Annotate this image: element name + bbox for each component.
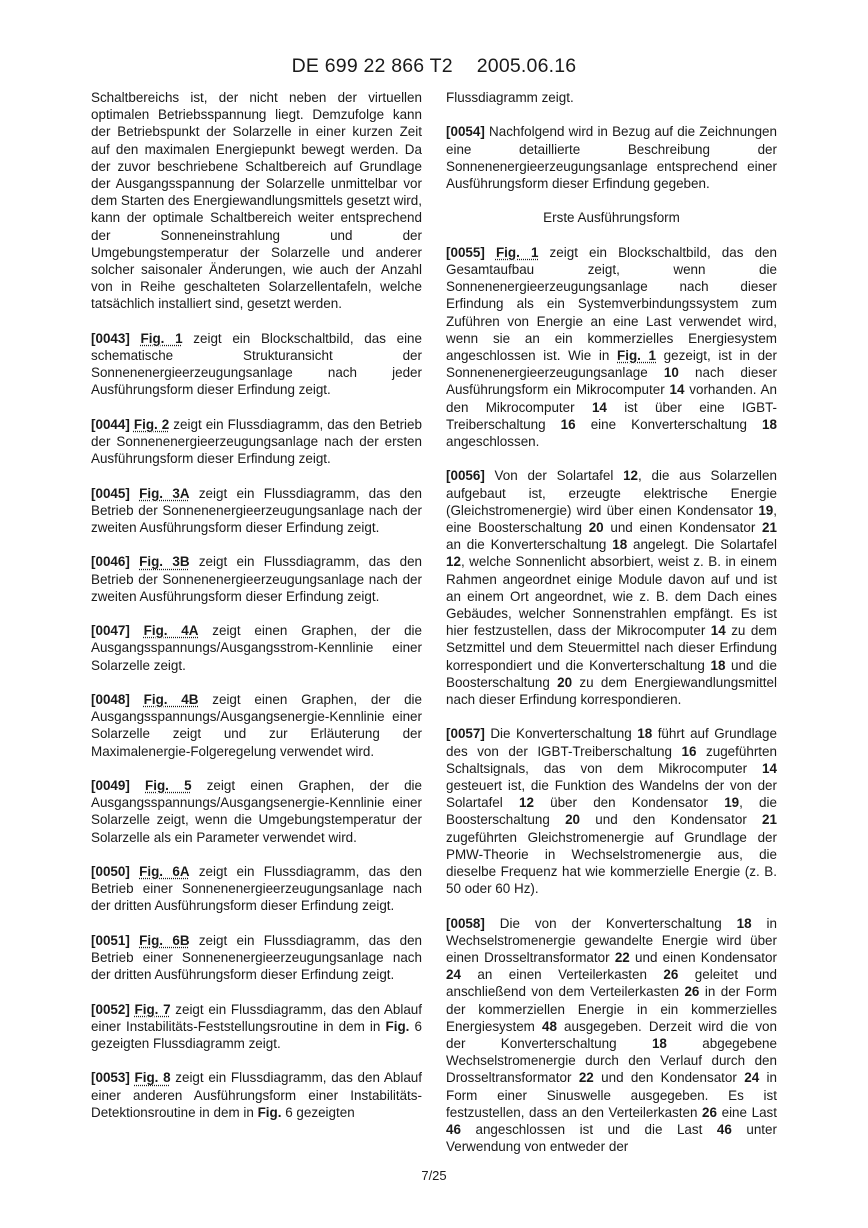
text-run: 6 gezeigten bbox=[281, 1104, 355, 1120]
text-run: , eine Boosterschaltung bbox=[446, 502, 777, 536]
text-run: ist über eine IGBT-Treiberschaltung bbox=[446, 399, 778, 432]
paragraph bbox=[91, 485, 422, 537]
text-run: , die aus Solarzellen aufgebaut ist, erzeugte elektrische Energie (Gleichstromenergie) wird über einen Kondensator bbox=[446, 468, 777, 518]
text-run: abgegebene Wechselstromenergie durch den Verlauf durch den Drosseltransformator bbox=[446, 1036, 778, 1086]
document-number: DE 699 22 866 T2 bbox=[291, 55, 453, 77]
figure-link[interactable]: Fig. 3B bbox=[139, 554, 190, 570]
figure-link[interactable]: Fig. 2 bbox=[133, 416, 170, 432]
text-run: und den Kondensator bbox=[580, 812, 763, 828]
text-run: Von der Solartafel bbox=[484, 468, 624, 484]
text-run: zeigt ein Flussdiagramm, das den Betrieb einer Sonnenenergieerzeugungsanlage nach der dritten Ausführungsform dieser Erfindung zeigt. bbox=[91, 864, 423, 914]
text-run: führt auf Grundlage des von der IGBT-Treiberschaltung bbox=[446, 726, 777, 759]
text-run bbox=[130, 554, 139, 569]
text-run: in Wechselstromenergie gewandelte Energie wird über einen Drosseltransformator bbox=[446, 915, 777, 966]
text-run: , die Boosterschaltung bbox=[446, 795, 777, 828]
paragraph bbox=[446, 244, 777, 450]
paragraph bbox=[91, 622, 422, 674]
text-run: zeigt ein Flussdiagramm, das den Betrieb der Sonnenenergieerzeugungsanlage nach der zweiten Ausführungsform dieser Erfindung zeigt. bbox=[91, 485, 423, 536]
bold-reference: 20 bbox=[588, 520, 604, 536]
figure-link[interactable]: Fig. 4B bbox=[143, 692, 199, 708]
text-run: zeigt einen Graphen, der die Ausgangsspannungs/Ausgangsenergie-Kennlinie einer Solarzelle zeigt und zur Erläuterung der Maximalenergie-Folgeregelung verwendet wird. bbox=[91, 692, 423, 759]
bold-reference: [0056] bbox=[446, 468, 485, 484]
paragraph bbox=[91, 89, 422, 313]
bold-reference: 18 bbox=[736, 915, 752, 931]
bold-reference: 18 bbox=[762, 416, 777, 432]
figure-link[interactable]: Fig. 7 bbox=[134, 1001, 171, 1017]
text-run: 6 gezeigten Flussdiagramm zeigt. bbox=[91, 1018, 422, 1052]
figure-link[interactable]: Fig. 6B bbox=[139, 932, 190, 948]
text-run: an einen Verteilerkasten bbox=[460, 967, 664, 983]
bold-reference: 26 bbox=[663, 967, 679, 983]
bold-reference: 18 bbox=[651, 1036, 667, 1052]
bold-reference: 14 bbox=[591, 399, 607, 415]
bold-reference: 22 bbox=[578, 1070, 594, 1086]
text-run: an die Konverterschaltung bbox=[446, 537, 613, 553]
text-run: , welche Sonnenlicht absorbiert, weist z. B. in einem Rahmen angeordnet einige Module davon auf und ist an einem Ort angeordnet, wie z. B. dem Dach eines Gebäudes, welcher Sonnenstrahlen empfängt. Es ist hier festzustellen, dass der Mikrocomputer bbox=[446, 554, 777, 639]
left-text-column bbox=[91, 89, 422, 1138]
paragraph bbox=[91, 1001, 422, 1053]
figure-link[interactable]: Fig. 4A bbox=[143, 623, 199, 639]
bold-reference: [0046] bbox=[91, 554, 130, 570]
bold-reference: 14 bbox=[669, 382, 685, 398]
text-run: zeigt einen Graphen, der die Ausgangsspannungs/Ausgangsenergie-Kennlinie einer Solarzelle zeigt, wenn die Umgebungstemperatur der Solarzelle als ein Parameter verwendet wird. bbox=[91, 778, 423, 845]
figure-link[interactable]: Fig. 1 bbox=[140, 330, 183, 346]
bold-reference: [0048] bbox=[91, 692, 130, 708]
text-run: eine Last bbox=[717, 1104, 777, 1120]
text-run: Schaltbereichs ist, der nicht neben der virtuellen optimalen Betriebsspannung liegt. Demzufolge kann der Betriebspunkt der Solarzelle in einer kurzen Zeit auf den maximalen Energiepunkt bewegt werden. Da der zuvor beschriebene Schaltbereich auf Grundlage der Ausgangsspannung der Solarzelle unmittelbar vor dem Starten des Energiewandlungsmittels gesetzt wird, kann der optimale Schaltbereich weiter entsprechend der Sonneneinstrahlung und der Umgebungstemperatur der Solarzelle und anderer solcher saisonaler Änderungen, wie auch der Anzahl von in Reihe geschalteten Solarzellentafeln, welche tatsächlich installiert sind, gesetzt werden. bbox=[91, 90, 422, 312]
paragraph bbox=[91, 932, 422, 984]
bold-reference: 46 bbox=[716, 1122, 732, 1138]
figure-link[interactable]: Fig. 5 bbox=[145, 778, 192, 794]
bold-reference: 12 bbox=[446, 554, 461, 570]
text-run: angeschlossen. bbox=[446, 434, 540, 450]
bold-reference: [0045] bbox=[91, 485, 130, 501]
text-run bbox=[130, 331, 141, 346]
text-run: eine Konverterschaltung bbox=[575, 416, 763, 432]
paragraph bbox=[91, 416, 422, 468]
bold-reference: 24 bbox=[744, 1070, 760, 1086]
text-run: zugeführten Gleichstromenergie auf Grundlage der PMW-Theorie in Wechselstromenergie aus, die dieselbe Frequenz hat wie kommerzielle Energie (z. B. 50 oder 60 Hz). bbox=[446, 829, 777, 897]
bold-reference: [0052] bbox=[91, 1001, 130, 1017]
bold-reference: 26 bbox=[702, 1104, 717, 1120]
paragraph bbox=[91, 330, 422, 399]
paragraph bbox=[446, 725, 777, 897]
bold-reference: [0057] bbox=[446, 726, 485, 742]
text-run: ausgegeben. Derzeit wird die von der Konverterschaltung bbox=[446, 1018, 777, 1052]
bold-reference: 19 bbox=[724, 795, 740, 811]
text-run: Nachfolgend wird in Bezug auf die Zeichnungen eine detaillierte Beschreibung der Sonnenenergieerzeugungsanlage entsprechend einer Ausführungsform dieser Erfindung gegeben. bbox=[446, 124, 777, 191]
text-run: zeigt ein Flussdiagramm, das den Betrieb der Sonnenenergieerzeugungsanlage nach der zweiten Ausführungsform dieser Erfindung zeigt. bbox=[91, 554, 423, 604]
text-run: angeschlossen ist und die Last bbox=[460, 1122, 717, 1138]
text-run bbox=[130, 778, 145, 793]
figure-link[interactable]: Fig. 1 bbox=[617, 348, 657, 363]
text-run bbox=[485, 245, 496, 260]
publication-date: 2005.06.16 bbox=[476, 55, 577, 77]
text-run: geleitet und anschließend von dem Verteilerkasten bbox=[446, 967, 777, 1000]
bold-reference: 48 bbox=[541, 1018, 557, 1034]
text-run: Die Konverterschaltung bbox=[484, 726, 638, 742]
bold-reference: Fig. bbox=[385, 1018, 410, 1034]
bold-reference: 20 bbox=[557, 674, 573, 690]
bold-reference: 18 bbox=[612, 537, 628, 553]
text-run: unter Verwendung von entweder der bbox=[446, 1122, 777, 1155]
text-run: in der Form der kommerziellen Energie in ein kommerzielles Energiesystem bbox=[446, 984, 777, 1034]
text-run bbox=[130, 623, 144, 638]
text-run: und den Kondensator bbox=[593, 1070, 745, 1086]
bold-reference: 10 bbox=[663, 365, 679, 381]
figure-link[interactable]: Fig. 8 bbox=[134, 1070, 171, 1086]
text-run: angelegt. Die Solartafel bbox=[627, 537, 777, 553]
figure-link[interactable]: Fig. 1 bbox=[495, 244, 539, 260]
bold-reference: [0044] bbox=[91, 416, 130, 432]
text-run: zeigt ein Blockschaltbild, das eine schematische Strukturansicht der Sonnenenergieerzeugungsanlage nach jeder Ausführungsform dieser Erfindung zeigt. bbox=[91, 330, 422, 398]
bold-reference: [0058] bbox=[446, 915, 485, 931]
paragraph bbox=[91, 777, 422, 846]
text-run: zeigt ein Flussdiagramm, das den Betrieb der Sonnenenergieerzeugungsanlage nach der ersten Ausführungsform dieser Erfindung zeigt. bbox=[91, 416, 422, 467]
bold-reference: [0043] bbox=[91, 330, 130, 346]
paragraph bbox=[91, 1069, 422, 1121]
figure-link[interactable]: Fig. 3A bbox=[139, 485, 190, 501]
paragraph bbox=[446, 467, 777, 708]
bold-reference: 22 bbox=[614, 950, 630, 966]
bold-reference: 16 bbox=[560, 416, 576, 432]
section-heading bbox=[446, 209, 777, 226]
bold-reference: [0050] bbox=[91, 864, 130, 880]
text-run: zu dem Energiewandlungsmittel nach dieser Erfindung korrespondieren. bbox=[446, 674, 777, 708]
bold-reference: 18 bbox=[710, 657, 726, 673]
paragraph bbox=[91, 863, 422, 915]
text-run bbox=[130, 933, 139, 948]
text-run bbox=[130, 864, 139, 879]
bold-reference: 16 bbox=[681, 743, 697, 759]
text-run: vorhanden. An den Mikrocomputer bbox=[446, 382, 777, 415]
text-run: und einen Kondensator bbox=[629, 950, 777, 966]
figure-link[interactable]: Fig. 6A bbox=[139, 864, 190, 880]
text-run: gezeigt, ist in der Sonnenenergieerzeugungsanlage bbox=[446, 348, 777, 381]
text-run: Die von der Konverterschaltung bbox=[484, 915, 737, 931]
text-run: nach dieser Ausführungsform ein Mikrocomputer bbox=[446, 365, 777, 398]
bold-reference: 21 bbox=[762, 812, 777, 828]
text-run: über den Kondensator bbox=[533, 795, 725, 811]
bold-reference: Fig. bbox=[257, 1104, 282, 1120]
bold-reference: [0049] bbox=[91, 778, 130, 794]
text-run: zeigt ein Blockschaltbild, das den Gesamtaufbau zeigt, wenn die Sonnenenergieerzeugungsanlage nach dieser Erfindung als ein Systemverbindungssystem zum Zuführen von Energie an eine Last verwendet wird, wenn sie an ein kommerzielles Energiesystem angeschlossen ist. Wie in bbox=[446, 244, 778, 363]
text-run: Erste Ausführungsform bbox=[543, 210, 680, 226]
text-run: zeigt ein Flussdiagramm, das den Ablauf einer anderen Ausführungsform einer Instabilitäts-Detektionsroutine in dem in bbox=[91, 1070, 423, 1120]
text-run: zu dem Setzmittel und dem Steuermittel nach dieser Erfindung korrespondiert und die Konverterschaltung bbox=[446, 623, 777, 673]
bold-reference: 12 bbox=[623, 468, 639, 484]
bold-reference: [0055] bbox=[446, 244, 485, 260]
right-text-column bbox=[446, 89, 777, 1173]
bold-reference: 24 bbox=[446, 967, 461, 983]
page-header bbox=[0, 55, 868, 78]
bold-reference: 12 bbox=[518, 795, 534, 811]
bold-reference: 14 bbox=[762, 760, 777, 776]
text-run: zeigt ein Flussdiagramm, das den Ablauf einer Instabilitäts-Feststellungsroutine in dem in bbox=[91, 1001, 423, 1034]
text-run: Flussdiagramm zeigt. bbox=[446, 90, 574, 105]
paragraph bbox=[91, 553, 422, 605]
bold-reference: 21 bbox=[762, 520, 777, 536]
page-number: 7/25 bbox=[421, 1168, 447, 1183]
bold-reference: 14 bbox=[710, 623, 726, 639]
paragraph bbox=[446, 123, 777, 192]
text-run: zeigt ein Flussdiagramm, das den Betrieb einer Sonnenenergieerzeugungsanlage nach der dritten Ausführungsform dieser Erfindung zeigt. bbox=[91, 932, 423, 983]
paragraph bbox=[91, 691, 422, 760]
text-run: zugeführten Schaltsignals, das von dem Mikrocomputer bbox=[446, 743, 777, 776]
bold-reference: 20 bbox=[565, 812, 581, 828]
text-run: gesteuert ist, die Funktion des Wandelns der von der Solartafel bbox=[446, 778, 777, 811]
text-run bbox=[130, 486, 139, 501]
bold-reference: 26 bbox=[684, 984, 700, 1000]
bold-reference: 19 bbox=[758, 502, 774, 518]
bold-reference: [0047] bbox=[91, 623, 130, 639]
paragraph bbox=[446, 89, 777, 106]
text-run: und die Boosterschaltung bbox=[446, 657, 777, 690]
bold-reference: 46 bbox=[446, 1122, 461, 1138]
text-run: und einen Kondensator bbox=[603, 520, 763, 536]
bold-reference: [0053] bbox=[91, 1070, 130, 1086]
paragraph bbox=[446, 915, 777, 1156]
text-run: in Form einer Sinuswelle ausgegeben. Es ist festzustellen, dass an den Verteilerkasten bbox=[446, 1070, 777, 1120]
bold-reference: 18 bbox=[637, 726, 653, 742]
text-run: zeigt einen Graphen, der die Ausgangsspannungs/Ausgangsstrom-Kennlinie einer Solarzelle zeigt. bbox=[91, 623, 423, 673]
bold-reference: [0054] bbox=[446, 124, 485, 140]
bold-reference: [0051] bbox=[91, 932, 130, 948]
text-run bbox=[130, 692, 144, 707]
